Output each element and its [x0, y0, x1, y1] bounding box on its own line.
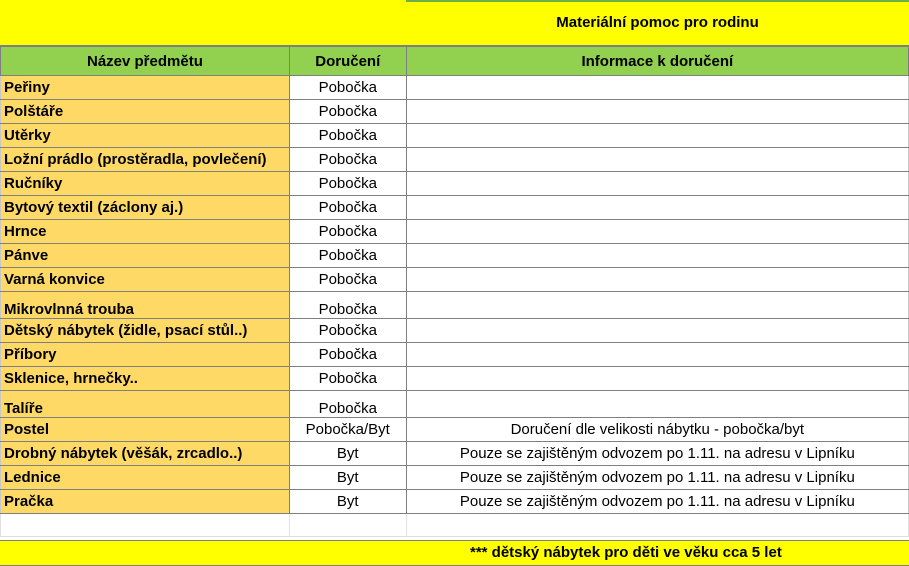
- empty-cell[interactable]: [289, 514, 406, 537]
- delivery-cell[interactable]: Pobočka: [289, 244, 406, 268]
- delivery-cell[interactable]: Pobočka: [289, 100, 406, 124]
- table-row: [1, 148, 909, 172]
- info-cell[interactable]: [406, 244, 908, 268]
- info-cell[interactable]: [406, 100, 908, 124]
- delivery-cell[interactable]: Pobočka: [289, 172, 406, 196]
- table-row: [1, 343, 909, 367]
- item-name-cell[interactable]: Peřiny: [1, 76, 290, 100]
- item-name-cell[interactable]: Dětský nábytek (židle, psací stůl..): [1, 319, 290, 343]
- delivery-cell[interactable]: Pobočka: [289, 367, 406, 391]
- item-name-cell[interactable]: Polštáře: [1, 100, 290, 124]
- delivery-cell[interactable]: Pobočka: [289, 319, 406, 343]
- table-row: [1, 490, 909, 514]
- header-row: [1, 47, 909, 76]
- table-row: [1, 466, 909, 490]
- table-row: [1, 124, 909, 148]
- table-row: [1, 367, 909, 391]
- info-cell[interactable]: [406, 172, 908, 196]
- delivery-cell[interactable]: Byt: [289, 466, 406, 490]
- item-name-cell[interactable]: Příbory: [1, 343, 290, 367]
- item-name-cell[interactable]: Bytový textil (záclony aj.): [1, 196, 290, 220]
- item-name-cell[interactable]: Sklenice, hrnečky..: [1, 367, 290, 391]
- info-cell[interactable]: [406, 319, 908, 343]
- header-name[interactable]: Název předmětu: [1, 47, 290, 76]
- table-row: [1, 391, 909, 418]
- table-row: [1, 172, 909, 196]
- table-row: [1, 220, 909, 244]
- item-name-cell[interactable]: Ručníky: [1, 172, 290, 196]
- item-name-cell[interactable]: Varná konvice: [1, 268, 290, 292]
- info-cell[interactable]: Pouze se zajištěným odvozem po 1.11. na adresu v Lipníku: [406, 466, 908, 490]
- delivery-cell[interactable]: Pobočka: [289, 220, 406, 244]
- item-name-cell[interactable]: Lednice: [1, 466, 290, 490]
- info-cell[interactable]: [406, 220, 908, 244]
- item-name-cell[interactable]: Postel: [1, 418, 290, 442]
- info-cell[interactable]: [406, 124, 908, 148]
- delivery-cell[interactable]: Pobočka: [289, 196, 406, 220]
- delivery-cell[interactable]: Byt: [289, 490, 406, 514]
- info-cell[interactable]: [406, 292, 908, 319]
- empty-cell[interactable]: [1, 514, 290, 537]
- info-cell[interactable]: [406, 367, 908, 391]
- table-row: [1, 319, 909, 343]
- item-name-cell[interactable]: Talíře: [1, 391, 290, 418]
- footnote-row[interactable]: [0, 540, 909, 566]
- delivery-cell[interactable]: Pobočka: [289, 292, 406, 319]
- table-row: [1, 196, 909, 220]
- table-row: [1, 442, 909, 466]
- table-row: [1, 418, 909, 442]
- item-name-cell[interactable]: Pánve: [1, 244, 290, 268]
- info-cell[interactable]: [406, 196, 908, 220]
- item-name-cell[interactable]: Hrnce: [1, 220, 290, 244]
- delivery-cell[interactable]: Pobočka: [289, 343, 406, 367]
- footnote-text: *** dětský nábytek pro děti ve věku cca 5 let: [470, 544, 782, 561]
- info-cell[interactable]: [406, 391, 908, 418]
- sheet-title: Materiální pomoc pro rodinu: [556, 14, 759, 31]
- info-cell[interactable]: [406, 148, 908, 172]
- delivery-cell[interactable]: Pobočka: [289, 148, 406, 172]
- delivery-cell[interactable]: Pobočka: [289, 268, 406, 292]
- info-cell[interactable]: Doručení dle velikosti nábytku - pobočka/byt: [406, 418, 908, 442]
- table-row: [1, 76, 909, 100]
- info-cell[interactable]: Pouze se zajištěným odvozem po 1.11. na adresu v Lipníku: [406, 442, 908, 466]
- info-cell[interactable]: [406, 76, 908, 100]
- item-name-cell[interactable]: Drobný nábytek (věšák, zrcadlo..): [1, 442, 290, 466]
- header-info[interactable]: Informace k doručení: [406, 47, 908, 76]
- table-row: [1, 268, 909, 292]
- info-cell[interactable]: [406, 268, 908, 292]
- delivery-cell[interactable]: Pobočka: [289, 391, 406, 418]
- empty-row: [1, 514, 909, 537]
- table-row: [1, 244, 909, 268]
- info-cell[interactable]: [406, 343, 908, 367]
- title-row[interactable]: [0, 0, 909, 46]
- empty-cell[interactable]: [406, 514, 908, 537]
- items-table: [0, 46, 909, 537]
- item-name-cell[interactable]: Ložní prádlo (prostěradla, povlečení): [1, 148, 290, 172]
- info-cell[interactable]: Pouze se zajištěným odvozem po 1.11. na adresu v Lipníku: [406, 490, 908, 514]
- table-row: [1, 100, 909, 124]
- table-row: [1, 292, 909, 319]
- delivery-cell[interactable]: Byt: [289, 442, 406, 466]
- delivery-cell[interactable]: Pobočka: [289, 124, 406, 148]
- delivery-cell[interactable]: Pobočka/Byt: [289, 418, 406, 442]
- item-name-cell[interactable]: Utěrky: [1, 124, 290, 148]
- delivery-cell[interactable]: Pobočka: [289, 76, 406, 100]
- header-delivery[interactable]: Doručení: [289, 47, 406, 76]
- item-name-cell[interactable]: Mikrovlnná trouba: [1, 292, 290, 319]
- item-name-cell[interactable]: Pračka: [1, 490, 290, 514]
